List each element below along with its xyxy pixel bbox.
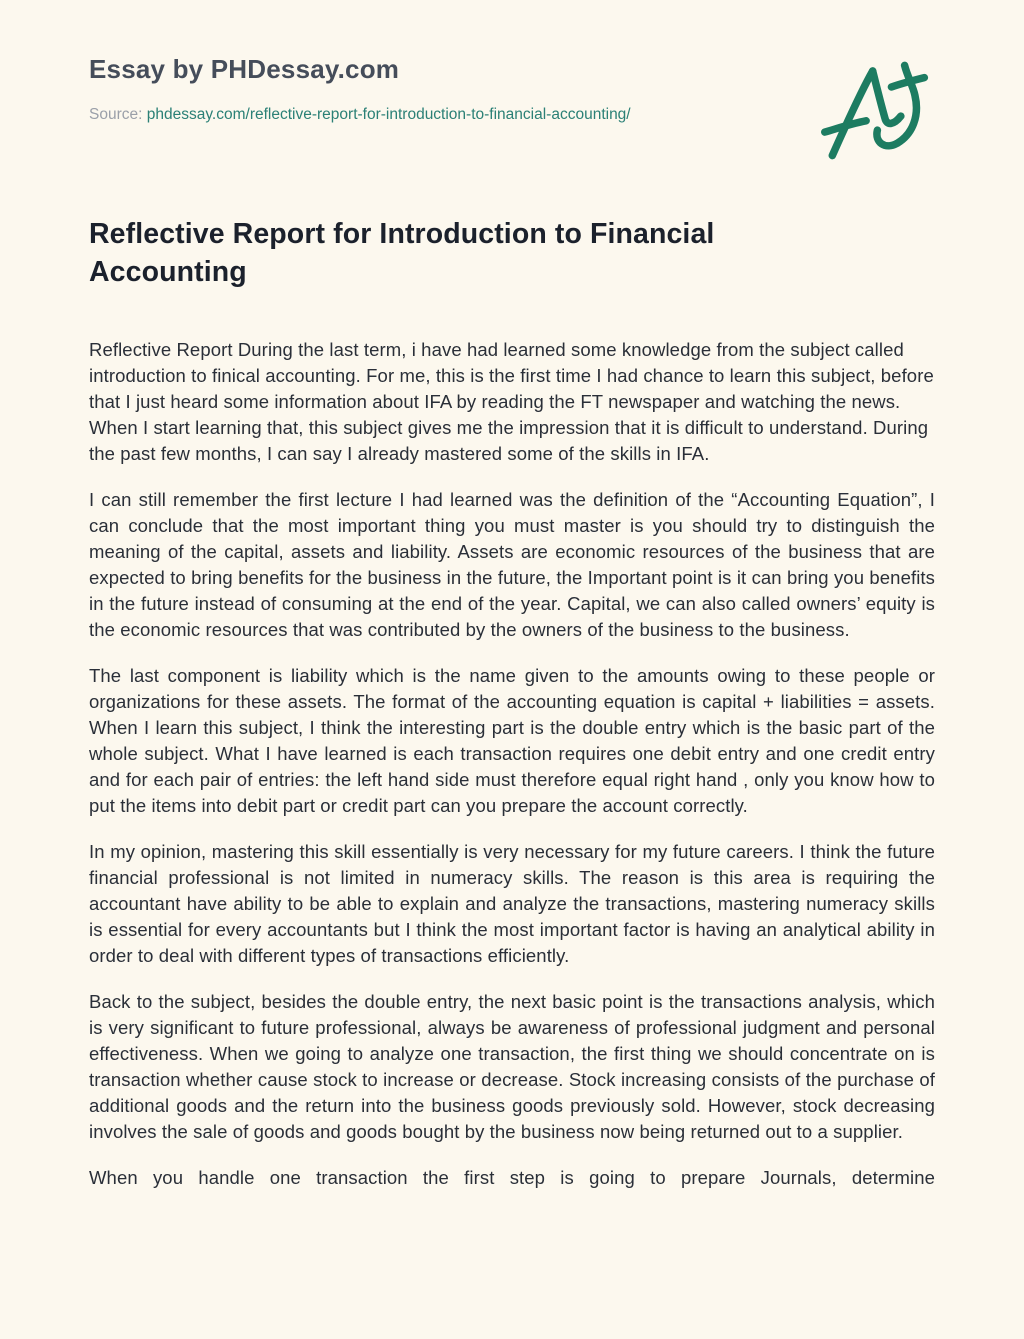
a-plus-logo-icon xyxy=(818,56,933,164)
header-text-block xyxy=(89,54,631,125)
source-line xyxy=(89,105,631,125)
essay-paragraph-6-clipped: When you handle one transaction the first step is going to prepare Journals, determine xyxy=(89,1167,935,1188)
essay-paragraph-2: I can still remember the first lecture I had learned was the definition of the “Accounting Equation”, I can conclude that the most important thing you must master is you should try to distinguish the meaning of the capital, assets and liability. Assets are economic resources of the business that are expected to bring benefits for the business in the future, the Important point is it can bring you benefits in the future instead of consuming at the end of the year. Capital, we can also called owners’ equity is the economic resources that was contributed by the owners of the business to the business. xyxy=(89,489,935,640)
essay-header xyxy=(89,54,935,164)
source-label: Source: xyxy=(89,106,143,123)
essay-paragraph-5: Back to the subject, besides the double entry, the next basic point is the transactions analysis, which is very significant to future professional, always be awareness of professional judgment and personal effectiveness. When we going to analyze one transaction, the first thing we should concentrate on is transaction whether cause stock to increase or decrease. Stock increasing consists of the purchase of additional goods and the return into the business goods previously sold. However, stock decreasing involves the sale of goods and goods bought by the business now being returned out to a supplier. xyxy=(89,991,935,1142)
essay-title: Reflective Report for Introduction to Financial Accounting xyxy=(89,218,715,288)
site-title: Essay by PHDessay.com xyxy=(89,54,400,84)
essay-paragraph-1: Reflective Report During the last term, i have had learned some knowledge from the subject called introduction to finical accounting. For me, this is the first time I had chance to learn this subject, before that I just heard some information about IFA by reading the FT newspaper and watching the news. When I start learning that, this subject gives me the impression that it is difficult to understand. During the past few months, I can say I already mastered some of the skills in IFA. xyxy=(89,339,934,464)
source-link[interactable]: phdessay.com/reflective-report-for-introduction-to-financial-accounting/ xyxy=(146,106,631,123)
essay-paragraph-4: In my opinion, mastering this skill essentially is very necessary for my future careers. I think the future financial professional is not limited in numeracy skills. The reason is this area is requiring the accountant have ability to be able to explain and analyze the transactions, mastering numeracy skills is essential for every accountants but I think the most important factor is having an analytical ability in order to deal with different types of transactions efficiently. xyxy=(89,841,935,966)
essay-body xyxy=(89,337,935,1190)
essay-paragraph-3: The last component is liability which is the name given to the amounts owing to these people or organizations for these assets. The format of the accounting equation is capital + liabilities = assets. When I learn this subject, I think the interesting part is the double entry which is the basic part of the whole subject. What I have learned is each transaction requires one debit entry and one credit entry and for each pair of entries: the left hand side must therefore equal right hand , only you know how to put the items into debit part or credit part can you prepare the account correctly. xyxy=(89,665,935,816)
essay-content xyxy=(89,215,935,1190)
